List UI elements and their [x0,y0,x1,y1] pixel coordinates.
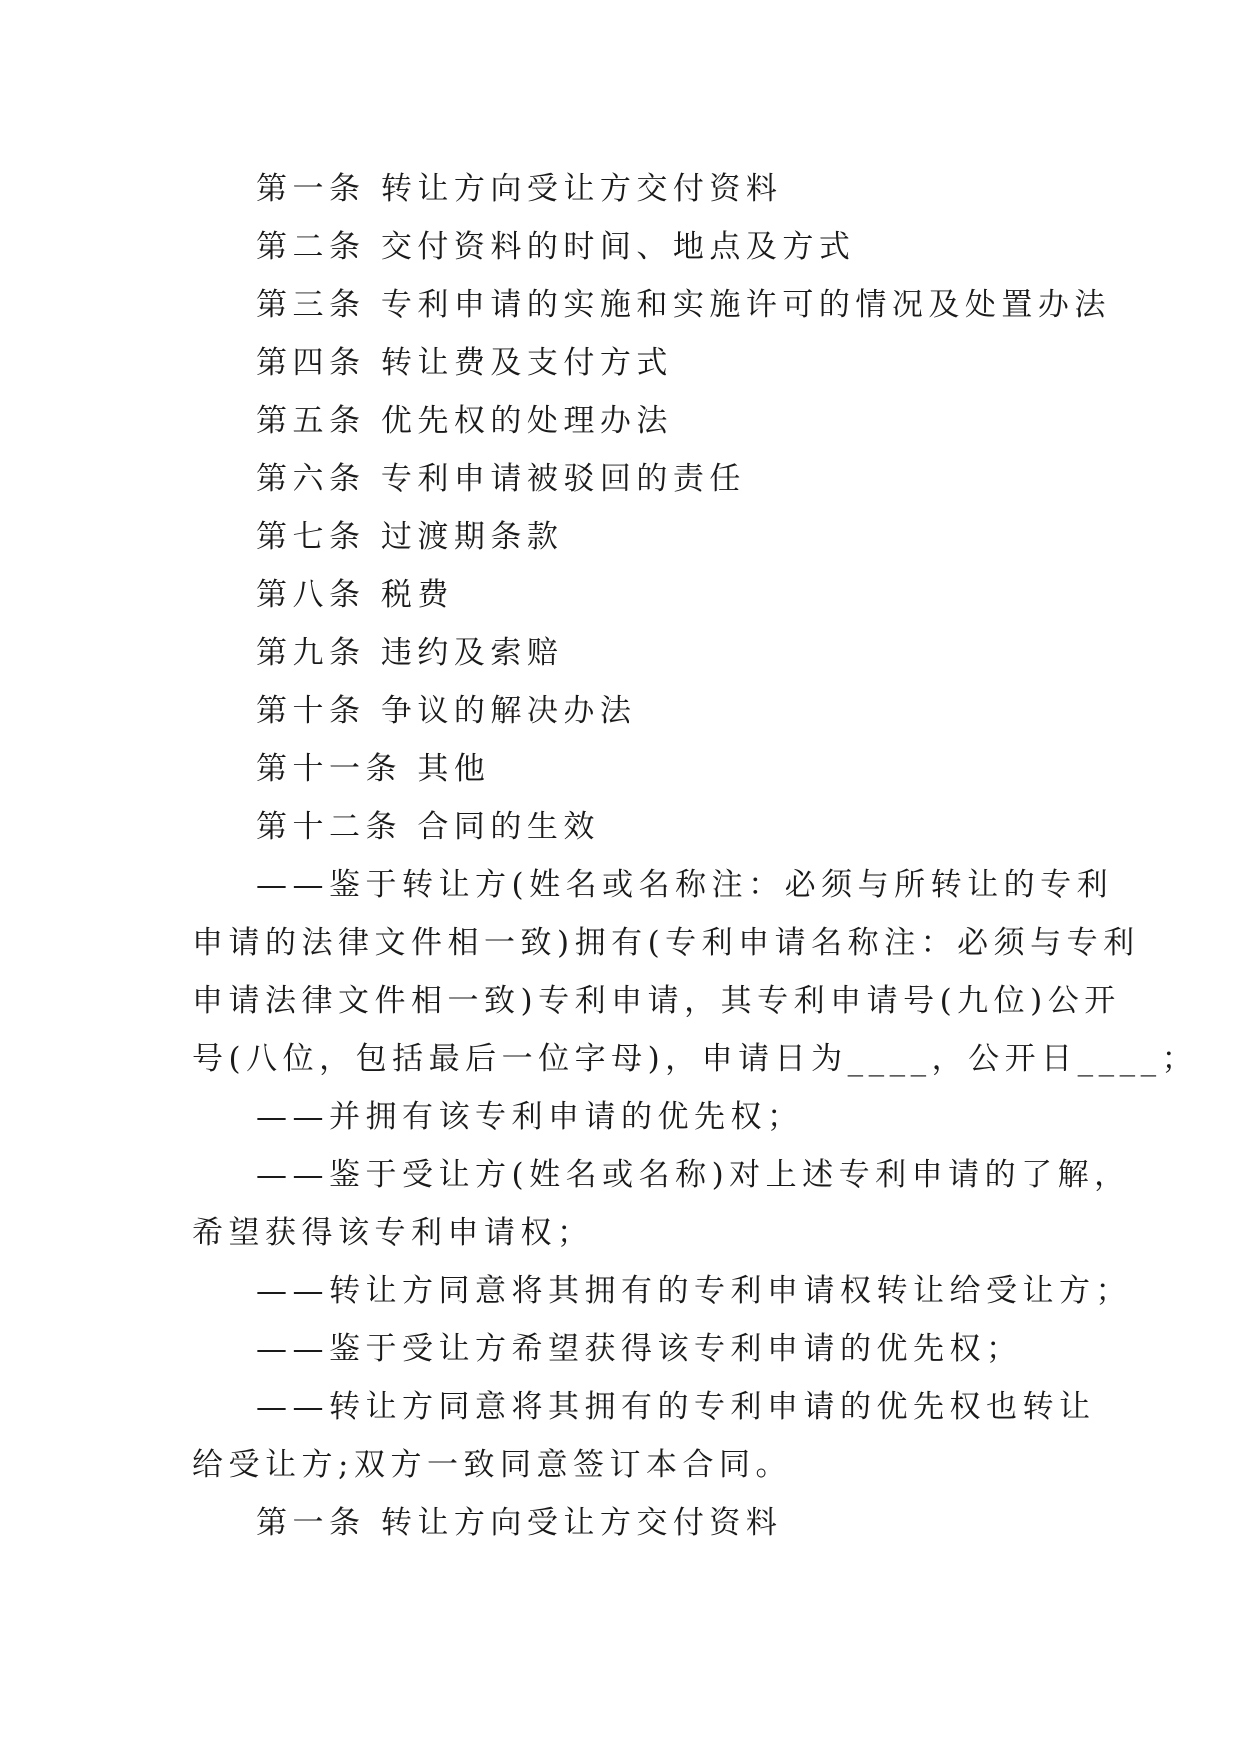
paragraph-line: 给受让方;双方一致同意签订本合同。 [192,1447,792,1483]
article-heading: 第十条 争议的解决办法 [256,693,637,729]
article-heading: 第二条 交付资料的时间、地点及方式 [256,229,856,265]
paragraph-line: 希望获得该专利申请权； [192,1215,594,1251]
article-heading: 第六条 专利申请被驳回的责任 [256,461,746,497]
document-body [192,160,1199,1552]
paragraph-line: ——鉴于受让方希望获得该专利申请的优先权； [256,1331,1023,1367]
preamble-paragraph [192,1320,1058,1378]
article-heading: 第九条 违约及索赔 [256,635,564,671]
article-heading: 第十二条 合同的生效 [256,809,600,845]
article-heading: 第五条 优先权的处理办法 [256,403,673,439]
paragraph-line: 申请法律文件相一致)专利申请，其专利申请号(九位)公开 [192,983,1121,1019]
article-heading: 第四条 转让费及支付方式 [256,345,673,381]
article-heading: 第八条 税费 [256,577,454,613]
preamble-paragraph [192,856,1199,1088]
paragraph-line: ——转让方同意将其拥有的专利申请的优先权也转让 [256,1389,1096,1425]
paragraph-line: ——鉴于转让方(姓名或名称注：必须与所转让的专利 [256,867,1114,903]
preamble-paragraph [192,1146,1131,1262]
article-list [192,160,1111,856]
article-heading: 第三条 专利申请的实施和实施许可的情况及处置办法 [256,287,1111,323]
article-heading: 第七条 过渡期条款 [256,519,564,555]
preamble-paragraph [192,1088,1058,1146]
paragraph-line: ——并拥有该专利申请的优先权； [256,1099,804,1135]
paragraph-line: 号(八位，包括最后一位字母)，申请日为____，公开日____； [192,1041,1199,1077]
article-heading: 第一条 转让方向受让方交付资料 [256,171,783,207]
preamble [192,856,1199,1494]
article-heading: 第十一条 其他 [256,751,491,787]
paragraph-line: ——鉴于受让方(姓名或名称)对上述专利申请的了解， [256,1157,1131,1193]
closing-article-heading: 第一条 转让方向受让方交付资料 [256,1505,783,1541]
paragraph-line: 申请的法律文件相一致)拥有(专利申请名称注：必须与专利 [192,925,1140,961]
paragraph-line: ——转让方同意将其拥有的专利申请权转让给受让方； [256,1273,1132,1309]
preamble-paragraph [192,1262,1132,1320]
preamble-paragraph [192,1378,1096,1494]
